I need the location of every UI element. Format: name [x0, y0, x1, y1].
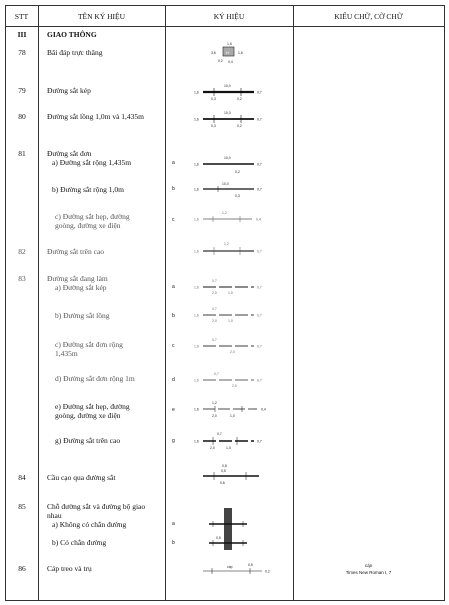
wip-b-bottom: 2,0 [212, 319, 217, 323]
cable-right: 0,5 [248, 563, 253, 567]
wip-a-right: 0,7 [257, 285, 262, 290]
header-name: TÊN KÝ HIỆU [77, 12, 126, 21]
letter-83g: g [172, 438, 175, 444]
rail80-top: 10,0 [224, 111, 231, 115]
wip-g-right: 0,7 [257, 439, 262, 444]
row-name-81a: a) Đường sắt rộng 1,435m [52, 158, 132, 167]
rail82-top: 1,2 [224, 242, 229, 246]
section-number: III [17, 30, 27, 39]
wip-b-bottom2: 1,0 [228, 319, 233, 323]
overpass-mid: 0,5 [221, 469, 226, 473]
letter-83a: a [172, 284, 175, 290]
heli-left-label: 3,6 [211, 51, 216, 55]
row-name-85: Chỗ đường sắt và đường bộ giao nhau [47, 502, 146, 520]
row-stt-84: 84 [18, 473, 26, 482]
rail81b-right: 0,7 [257, 187, 262, 192]
row-stt-80: 80 [18, 112, 26, 121]
wip-d-left: 1,6 [194, 378, 199, 383]
single-rail-1435-symbol [194, 156, 262, 174]
row-name-79: Đường sắt kép [47, 86, 91, 95]
overpass-symbol [203, 464, 259, 485]
wip-c-right: 0,7 [257, 344, 262, 349]
row-name-83d: d) Đường sắt đơn rộng 1m [55, 374, 135, 383]
wip-e-right: 0,4 [261, 407, 266, 412]
wip-narrow-rail-symbol [194, 401, 266, 418]
cable-word: cáp [227, 565, 233, 569]
wip-g-left: 1,6 [194, 439, 199, 444]
row-stt-82: 82 [18, 247, 26, 256]
gauntlet-rail-symbol [194, 111, 262, 128]
level-crossing-symbols [209, 508, 247, 550]
rail81c-top: 1,2 [222, 211, 227, 215]
row-stt-85: 85 [18, 502, 26, 511]
heli-right-label: 1,6 [238, 51, 243, 55]
row-name-83b: b) Đường sắt lồng [55, 311, 110, 320]
wip-a-bottom: 2,0 [212, 291, 217, 295]
rail80-right: 0,7 [257, 117, 262, 122]
letter-83e: e [172, 407, 175, 413]
rail82-left: 1,6 [194, 249, 199, 254]
wip-b-top: 0,7 [212, 307, 217, 311]
rail79-top: 10,0 [224, 84, 231, 88]
row-name-83: Đường sắt đang làm [47, 274, 108, 283]
wip-a-bottom2: 1,0 [228, 291, 233, 295]
font-note-font: Times New Roman I, 7 [345, 570, 392, 575]
single-rail-1m-symbol [194, 182, 262, 198]
header-symbol: KÝ HIỆU [213, 12, 245, 21]
wip-g-bottom: 2,0 [210, 446, 215, 450]
rail81a-right: 0,7 [257, 162, 262, 167]
rail79-right: 0,7 [257, 90, 262, 95]
row-stt-86: 86 [18, 564, 26, 573]
heli-h-label: 0,4 [228, 60, 233, 64]
letter-85a: a [172, 521, 175, 527]
wip-rail-symbols [203, 287, 254, 380]
row-stt-81: 81 [18, 149, 26, 158]
rail82-right: 0,7 [257, 249, 262, 254]
row-name-81: Đường sắt đơn [47, 149, 92, 158]
wip-e-left: 1,6 [194, 407, 199, 412]
helipad-symbol [211, 42, 243, 64]
rail79-bottom: 0,3 [211, 97, 216, 101]
section-title: GIAO THÔNG [47, 30, 97, 39]
cable-right2: 0,2 [265, 569, 270, 574]
header-stt: STT [14, 12, 29, 21]
crossing-b-label: 0,5 [216, 536, 221, 540]
letter-81c: c [172, 217, 175, 223]
row-name-83e: e) Đường sắt hẹp, đường goòng, đường xe điện [55, 402, 130, 420]
wip-b-right: 0,7 [257, 313, 262, 318]
row-name-86: Cáp treo và trụ [47, 564, 92, 573]
letter-81b: b [172, 186, 175, 192]
wip-c-left: 1,6 [194, 344, 199, 349]
row-stt-78: 78 [18, 48, 26, 57]
row-name-85a: a) Không có chắn đường [52, 520, 127, 529]
row-name-82: Đường sắt trên cao [47, 247, 104, 256]
font-note-word: cáp [364, 563, 373, 568]
wip-d-bottom: 2,0 [232, 384, 237, 388]
wip-g-bottom2: 1,0 [226, 446, 231, 450]
row-name-81c: c) Đường sắt hẹp, đường goòng, đường xe điện [55, 212, 130, 230]
elevated-rail-symbol [194, 242, 262, 255]
wip-c-top: 0,7 [212, 338, 217, 342]
rail81b-left: 1,6 [194, 187, 199, 192]
rail80-left: 1,6 [194, 117, 199, 122]
letter-83b: b [172, 313, 175, 319]
heli-bottom-label: 0,2 [218, 59, 223, 63]
wip-b-left: 1,6 [194, 313, 199, 318]
wip-e-bottom: 2,0 [212, 414, 217, 418]
rail79-left: 1,6 [194, 90, 199, 95]
row-name-80: Đường sắt lồng 1,0m và 1,435m [47, 112, 144, 121]
row-name-84: Cầu cạo qua đường sắt [47, 473, 116, 482]
row-name-85b: b) Có chắn đường [52, 538, 107, 547]
row-stt-79: 79 [18, 86, 26, 95]
rail81b-top: 10,0 [222, 182, 229, 186]
wip-d-right: 0,7 [257, 378, 262, 383]
rail81a-left: 1,6 [194, 162, 199, 167]
rail80-bottom2: 0,2 [237, 124, 242, 128]
cableway-symbol [203, 563, 270, 574]
rail81a-top: 10,0 [224, 156, 231, 160]
wip-c-bottom: 2,0 [230, 350, 235, 354]
row-name-81b: b) Đường sắt rộng 1,0m [52, 185, 124, 194]
letter-85b: b [172, 540, 175, 546]
row-name-83a: a) Đường sắt kép [55, 283, 107, 292]
letter-83c: c [172, 343, 175, 349]
helipad-h: H [226, 50, 229, 55]
wip-g-top: 0,7 [217, 432, 222, 436]
wip-d-top: 0,7 [214, 372, 219, 376]
narrow-rail-symbol [194, 211, 261, 222]
overpass-bottom: 0,6 [220, 481, 225, 485]
rail81c-right: 0,4 [256, 217, 261, 222]
row-name-78: Bãi đáp trực thăng [47, 48, 103, 57]
overpass-top: 0,8 [222, 464, 227, 468]
header-font: KIỂU CHỮ, CỠ CHỮ [334, 12, 403, 21]
wip-e-bottom2: 1,0 [230, 414, 235, 418]
double-rail-symbol [194, 84, 262, 101]
wip-a-left: 1,6 [194, 285, 199, 290]
rail81b-bottom: 0,3 [235, 194, 240, 198]
rail81c-left: 1,6 [194, 217, 199, 222]
rail81a-bottom: 0,2 [235, 170, 240, 174]
letter-83d: d [172, 377, 175, 383]
row-stt-83: 83 [18, 274, 26, 283]
letter-81a: a [172, 160, 175, 166]
wip-e-top: 1,2 [212, 401, 217, 405]
heli-top-label: 1,6 [227, 42, 232, 46]
rail80-bottom: 0,3 [211, 124, 216, 128]
rail79-bottom2: 0,2 [237, 97, 242, 101]
row-name-83g: g) Đường sắt trên cao [55, 436, 121, 445]
row-name-83c: c) Đường sắt đơn rộng 1,435m [55, 340, 123, 358]
wip-rail-labels [194, 279, 262, 388]
wip-elevated-rail-symbol [194, 432, 262, 450]
wip-a-top: 0,7 [212, 279, 217, 283]
